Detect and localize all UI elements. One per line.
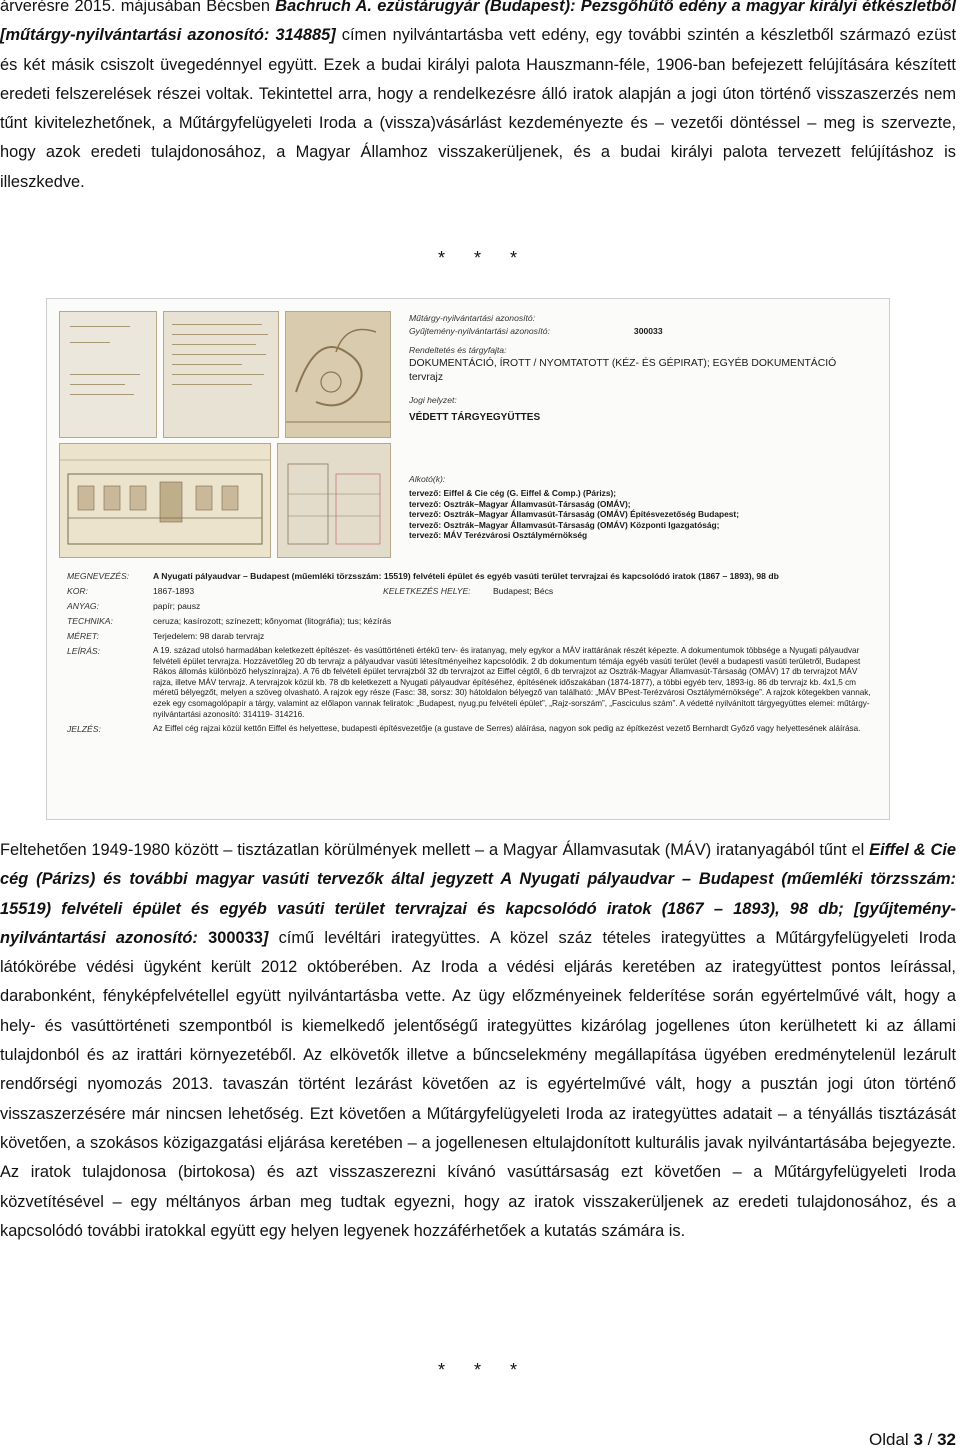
author-name: Osztrák–Magyar Államvasút-Társaság (OMÁV) Központi Igazgatóság; — [443, 519, 720, 530]
paragraph-intro — [0, 0, 956, 197]
authors-label: Alkotó(k): — [409, 474, 446, 484]
field-label: TECHNIKA: — [67, 616, 113, 626]
record-card-image — [46, 298, 890, 820]
main-text-rest: című levéltári irategyüttes. A közel száz tételes irategyüttes a Műtárgyfelügyeleti Iroda látókörébe védési ügyként került 2012 októberében. Az Iroda a védési eljárás keretében az irategyüttest pontos leírással, darabonként, fényképfelvétellel együtt nyilvántartásba vette. Az ügy előzményeinek felderítése során egyértelművé vált, hogy a hely- és vasúttörténeti szempontból is kiemelkedő jelentőségű irategyüttes kizárólag jogellenes úton kerülhetett ki az állami tulajdonból és az irattári környezetéből. Az elkövetők illetve a bűncselekmény megállapítása ügyében eredménytelenül lezárult rendőrségi nyomozás 2013. tavaszán történt lezárást követően az is egyértelművé vált, hogy a pusztán jogi úton történő visszaszerzésére már nincsen lehetőség. Ezt követően a Műtárgyfelügyeleti Iroda az irategyüttes adatait – a tényállás tisztázását követően, a szokásos közigazgatási eljárása keretében – a jogellenesen eltulajdonított kulturális javak nyilvántartásába bejegyezte. Az iratok tulajdonosa (birtokosa) és azt visszaszerezni kívánó vasúttársaság ezt követően – a Műtárgyfelügyeleti Iroda közvetítésével – egy méltányos árban meg tudtak egyezni, hogy az iratok visszakerüljenek az eredeti tulajdonosához, és a kapcsolódó további iratokkal együtt egy helyen legyenek hozzáférhetőek a kutatás számára is. — [0, 928, 956, 1240]
main-archive-title-end: ] — [262, 928, 269, 947]
page-number-current: 3 — [913, 1430, 923, 1449]
author-role: tervező: — [409, 509, 442, 520]
plan-scans — [59, 311, 389, 556]
separator-star: * — [473, 1360, 482, 1380]
paragraph-main — [0, 836, 956, 1246]
field-value: ceruza; kasírozott; színezett; kőnyomat (litográfia); tus; kézírás — [153, 616, 392, 626]
field-technika — [67, 616, 875, 627]
section-separator — [0, 248, 956, 269]
author-role: tervező: — [409, 530, 442, 541]
collection-id-label: Gyűjtemény-nyilvántartási azonosító: — [409, 326, 550, 336]
author-row — [409, 530, 879, 541]
author-name: Eiffel & Cie cég (G. Eiffel & Comp.) (Párizs); — [443, 488, 617, 498]
field-jelzes — [67, 724, 875, 735]
scan-facade-plan — [59, 443, 271, 558]
intro-object-title: Bachruch A. ezüstárugyár (Budapest): Pezsgőhűtő edény a magyar királyi étkészletből [műtárgy-nyilvántartási azonosító: 314885] — [0, 0, 956, 45]
field-label: KOR: — [67, 586, 89, 596]
section-separator-bottom — [0, 1360, 956, 1381]
field-label: KELETKEZÉS HELYE: — [383, 586, 471, 596]
separator-star: * — [510, 248, 519, 268]
page-number-prefix: Oldal — [869, 1430, 914, 1449]
legal-value: VÉDETT TÁRGYEGYÜTTES — [409, 412, 541, 423]
field-value: A 19. század utolsó harmadában keletkezett építészet- és vasúttörténeti értékű terv- és iratanyag, mely egykor a MÁV irattárának részét képezte. A dokumentumok többsége a Nyugati pályaudvar felvételi épület tervrajza. Hozzávetőleg 20 db tervrajz a pályaudvar vasúti létesítményeihez kapcsolódik. 2 db dokumentum témája egyéb vasúti terület (levél a budapesti vasúti területről, Budapest Rákos állomás különböző helyszínrajza). A 76 db felvételi épület tervrajzból 32 db tervrajzot az Eiffel cégtől, 6 db tervrajzot az Osztrák-Magyar Államvasút-Társaság (OMÁV) 17 db tervrajzot MÁV rajza, illetve MÁV tervrajz. A tervrajzok közül kb. 78 db keletkezett a Nyugati pályaudvar építéséhez, építésének időszakában (1874-1877), a többi egyéb terv, 1893-ig. 86 db tervrajz kb. 4x1,5 cm méretű bélyegzőt, melyen a szöveg olvasható. A rajzok egy része (Fasc: 38, sorsz: 30) hátoldalon bélyegző van található: „MÁV BPest-Terézvárosi Osztálymérnöksége”. A rajzok kötegekben vannak, ezek egy csomagolópapír a tárgy, valamint az előlapon vannak feliratok: „Budapest, nyug.pu felvételi épület”, „Rajz-sorszám”, „Fasciculus szám”. A védetté nyilvánított tárgyegyüttes elemei: műtárgy-nyilvántartási azonosító: 314119- 314216. — [153, 646, 871, 719]
field-value: A Nyugati pályaudvar – Budapest (műemléki törzsszám: 15519) felvételi épület és egyéb vasúti terület tervrajzai és kapcsolódó iratok (1867 – 1893), 98 db — [153, 571, 779, 581]
record-meta — [409, 313, 879, 425]
intro-text-start: árverésre 2015. májusában Bécsben — [0, 0, 276, 15]
separator-star: * — [473, 248, 482, 268]
field-label: JELZÉS: — [67, 724, 101, 735]
separator-star: * — [437, 1360, 446, 1380]
main-archive-id: 300033 — [208, 928, 263, 947]
author-role: tervező: — [409, 498, 442, 509]
main-archive-title: Eiffel & Cie cég (Párizs) és további magyar vasúti tervezők által jegyzett A Nyugati pályaudvar – Budapest (műemléki törzsszám: 15519) felvételi épület és egyéb vasúti terület tervrajzai és kapcsolódó iratok (1867 – 1893), 98 db; [gyűjtemény-nyilvántartási azonosító: — [0, 841, 956, 947]
field-megnevezes — [67, 571, 875, 582]
author-name: Osztrák–Magyar Államvasút-Társaság (OMÁV); — [443, 498, 631, 509]
author-row — [409, 488, 879, 499]
field-anyag — [67, 601, 875, 612]
scan-document-page — [59, 311, 157, 438]
page-number — [869, 1430, 956, 1450]
field-kor — [67, 586, 875, 597]
scan-section-plan — [277, 443, 391, 558]
field-label: MEGNEVEZÉS: — [67, 571, 130, 581]
page-number-separator: / — [922, 1430, 938, 1449]
record-fields — [67, 571, 875, 739]
main-text-start: Feltehetően 1949-1980 között – tisztázatlan körülmények mellett – a Magyar Államvasutak (MÁV) iratanyagából tűnt el — [0, 841, 870, 859]
field-label: MÉRET: — [67, 631, 99, 641]
author-name: MÁV Terézvárosi Osztálymérnökség — [443, 530, 588, 541]
field-value: 1867-1893 — [153, 586, 195, 596]
scan-ornament-detail — [285, 311, 391, 438]
section-sketch — [278, 444, 390, 557]
field-value: Budapest; Bécs — [493, 586, 554, 596]
author-name: Osztrák–Magyar Államvasút-Társaság (OMÁV) Építésvezetőség Budapest; — [443, 509, 739, 520]
intro-text-rest: címen nyilvántartásba vett edény, egy további szintén a készletből származó ezüst és két másik csiszolt üvegedénnyel együtt. Ezek a budai királyi palota Hauszmann-féle, 1906-ban befejezett felújítására készített eredeti felszerelések részei voltak. Tekintettel arra, hogy a rendelkezésre álló iratok alapján a jogi úton történő visszaszerzés nem tűnt kivitelezhetőnek, a Műtárgyfelügyeleti Iroda a (vissza)vásárlást kezdeményezte és – vezetői döntéssel – meg is szervezte, hogy azok eredeti tulajdonosához, a Magyar Államhoz visszakerüljenek, és a budai királyi palota tervezett felújításhoz is illeszkedve. — [0, 26, 956, 191]
purpose-value: DOKUMENTÁCIÓ, ÍROTT / NYOMTATOTT (KÉZ- ÉS GÉPIRAT); EGYÉB DOKUMENTÁCIÓ — [409, 358, 837, 369]
field-value: Az Eiffel cég rajzai közül kettőn Eiffel és helyettese, budapesti építésvezetője (a gustave de Serres) aláírása, nagyon sok pedig az építkezést vezető Bernhardt Győző vagy helyettesének aláírása. — [153, 724, 861, 734]
field-leiras — [67, 646, 875, 720]
author-role: tervező: — [409, 519, 442, 530]
facade-sketch — [60, 444, 270, 557]
id-label: Műtárgy-nyilvántartási azonosító: — [409, 313, 536, 323]
purpose-label: Rendeltetés és tárgyfajta: — [409, 345, 507, 355]
author-row — [409, 520, 879, 531]
author-row — [409, 499, 879, 510]
separator-star: * — [437, 248, 446, 268]
page-number-total: 32 — [937, 1430, 956, 1449]
separator-star: * — [510, 1360, 519, 1380]
purpose-sub: tervrajz — [409, 372, 444, 383]
authors-block — [409, 474, 879, 541]
collection-id-value: 300033 — [633, 326, 663, 336]
collection-id-row — [409, 326, 879, 337]
scan-letter — [163, 311, 279, 438]
field-label: LEÍRÁS: — [67, 646, 100, 656]
ornament-sketch — [286, 312, 390, 437]
field-value: Terjedelem: 98 darab tervrajz — [153, 631, 265, 641]
field-meret — [67, 631, 875, 642]
field-value: papír; pausz — [153, 601, 201, 611]
field-label: ANYAG: — [67, 601, 99, 611]
author-role: tervező: — [409, 488, 442, 498]
legal-label: Jogi helyzet: — [409, 395, 457, 405]
author-row — [409, 509, 879, 520]
